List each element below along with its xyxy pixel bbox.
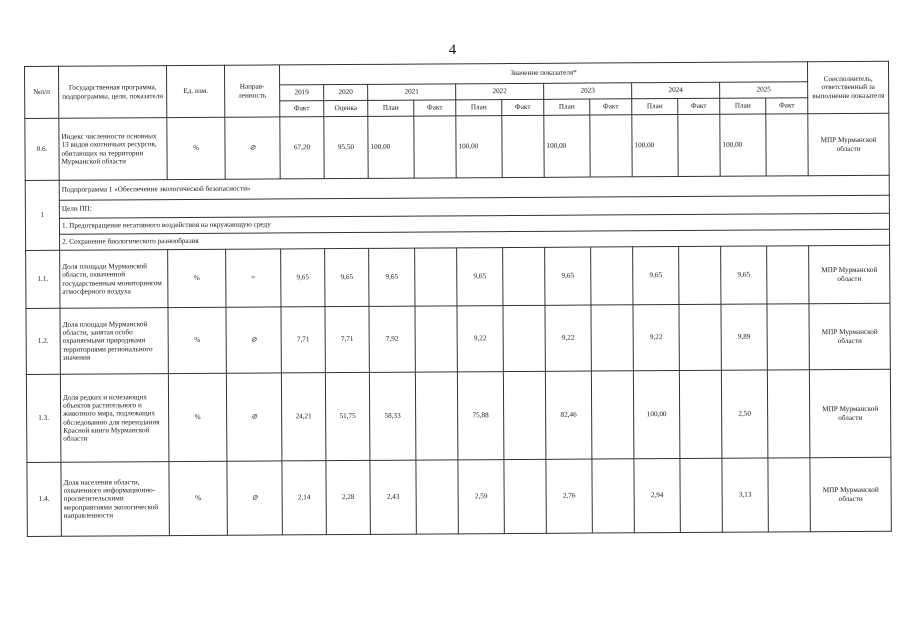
- value-cell: [767, 370, 810, 458]
- value-cell: 58,33: [369, 372, 416, 460]
- row-num: 1.4.: [27, 462, 61, 536]
- row-unit: %: [168, 373, 227, 461]
- row-name: Доля населения области, охваченного информационно-просветительскими мероприятиями экологической направленности: [61, 462, 169, 537]
- page-number: 4: [448, 42, 457, 58]
- row-unit: %: [168, 249, 226, 307]
- subhead-cell: Факт: [280, 101, 324, 117]
- year-cell: 2025: [720, 82, 808, 99]
- value-cell: 9,65: [721, 246, 767, 304]
- value-cell: 7,71: [281, 307, 325, 373]
- value-cell: [679, 304, 721, 370]
- header-indicator-values: Значение показателя*: [279, 62, 807, 85]
- year-cell: 2022: [456, 83, 544, 100]
- value-cell: [415, 248, 457, 306]
- row-executor: МПР Мурманской области: [809, 245, 890, 303]
- value-cell: [768, 458, 811, 532]
- row-unit: %: [168, 307, 226, 373]
- value-cell: 2,50: [721, 370, 768, 458]
- value-cell: [680, 458, 722, 532]
- value-cell: 100,00: [456, 116, 502, 178]
- row-num: 1.3.: [26, 374, 61, 462]
- value-cell: [767, 246, 809, 304]
- value-cell: 2,28: [326, 460, 370, 534]
- value-cell: 75,88: [457, 372, 504, 460]
- header-num: №п/п: [25, 66, 59, 118]
- row-executor: МПР Мурманской области: [808, 113, 889, 175]
- subhead-cell: План: [632, 99, 678, 115]
- year-cell: 2024: [632, 82, 720, 99]
- value-cell: [591, 371, 634, 459]
- subhead-cell: План: [368, 100, 414, 116]
- header-direction: Направ-ленность: [224, 65, 279, 117]
- row-name: Индекс численности основных 13 видов охотничьих ресурсов, обитающих на территории Мурманской области: [59, 118, 167, 181]
- value-cell: 82,46: [545, 371, 592, 459]
- subhead-cell: План: [720, 98, 766, 114]
- row-direction: ⊘: [227, 461, 282, 535]
- subhead-cell: Факт: [414, 100, 456, 116]
- value-cell: 51,75: [325, 372, 370, 460]
- value-cell: [678, 114, 720, 176]
- value-cell: 3,13: [722, 458, 768, 532]
- indicator-table: [24, 61, 892, 537]
- value-cell: 67,20: [280, 117, 324, 179]
- value-cell: 9,65: [457, 248, 503, 306]
- subhead-cell: Факт: [502, 99, 544, 115]
- value-cell: 9,65: [633, 247, 679, 305]
- value-cell: 95,50: [324, 116, 368, 178]
- value-cell: 9,65: [325, 248, 369, 306]
- value-cell: 100,00: [632, 115, 678, 177]
- value-cell: [591, 247, 633, 305]
- row-executor: МПР Мурманской области: [809, 303, 890, 369]
- value-cell: 2,14: [282, 461, 326, 535]
- value-cell: [504, 459, 546, 533]
- value-cell: 100,00: [368, 116, 414, 178]
- header-name: Государственная программа, подпрограммы, цели, показатели: [59, 66, 167, 119]
- row-num: 0.6.: [25, 118, 59, 180]
- header-executor: Соисполнитель, ответственный за выполнение показателя: [808, 61, 889, 113]
- row-direction: ⊘: [225, 117, 280, 179]
- value-cell: 9,22: [633, 305, 679, 371]
- value-cell: [414, 116, 456, 178]
- subhead-cell: План: [544, 99, 590, 115]
- row-direction: ⊘: [226, 307, 281, 373]
- value-cell: 9,22: [457, 306, 503, 372]
- value-cell: 2,94: [634, 459, 680, 533]
- value-cell: 100,00: [633, 371, 680, 459]
- value-cell: 7,92: [369, 306, 415, 372]
- value-cell: 9,22: [545, 305, 591, 371]
- value-cell: [415, 306, 457, 372]
- value-cell: 2,76: [546, 459, 592, 533]
- row-num: 1.1.: [26, 250, 60, 308]
- table-row-0-6: [25, 113, 889, 180]
- value-cell: 100,00: [544, 115, 590, 177]
- value-cell: [679, 246, 721, 304]
- row-direction: =: [226, 249, 281, 307]
- value-cell: 7,71: [325, 306, 369, 372]
- value-cell: [416, 460, 458, 534]
- row-name: Доля редких и исчезающих объектов растительного и животного мира, подлежащих обследованию для переиздания Красной книги Мурманской области: [60, 374, 169, 463]
- year-cell: 2023: [544, 83, 632, 100]
- year-cell: 2020: [324, 84, 368, 100]
- year-cell: 2021: [368, 84, 456, 101]
- indicator-table-sheet: [24, 61, 891, 552]
- table-row-1-4: [27, 457, 892, 536]
- value-cell: 2,43: [370, 460, 416, 534]
- subhead-cell: План: [456, 100, 502, 116]
- value-cell: [503, 247, 545, 305]
- value-cell: [766, 114, 808, 176]
- subhead-cell: Оценка: [324, 100, 368, 116]
- row-direction: ⊘: [226, 373, 282, 461]
- subprogram-title: Подпрограмма 1 «Обеспечение экологической безопасности»: [59, 175, 889, 200]
- row-num: 1.2.: [26, 308, 60, 374]
- value-cell: 9,65: [369, 248, 415, 306]
- subprogram-goals-label: Цели ПП:: [59, 195, 889, 218]
- value-cell: [590, 115, 632, 177]
- year-cell: 2019: [280, 85, 324, 101]
- row-executor: МПР Мурманской области: [809, 369, 891, 457]
- row-name: Доля площади Мурманской области, охваченной государственным мониторингом атмосферного воздуха: [60, 250, 168, 309]
- subprogram-goal-1: 1. Предотвращение негативного воздействия на окружающую среду: [59, 213, 889, 234]
- value-cell: [767, 304, 809, 370]
- table-row-1-2: [26, 303, 890, 374]
- value-cell: 9,89: [721, 304, 767, 370]
- value-cell: 100,00: [720, 114, 766, 176]
- row-name: Доля площади Мурманской области, занятая особо охраняемыми природными территориями регионального значения: [60, 308, 168, 375]
- value-cell: [503, 371, 546, 459]
- value-cell: 9,65: [545, 247, 591, 305]
- value-cell: 9,65: [281, 249, 325, 307]
- subhead-cell: Факт: [678, 98, 720, 114]
- value-cell: [591, 305, 633, 371]
- value-cell: 2,59: [458, 460, 504, 534]
- value-cell: 24,21: [281, 373, 326, 461]
- subhead-cell: Факт: [590, 99, 632, 115]
- value-cell: [502, 115, 544, 177]
- subhead-cell: Факт: [766, 98, 808, 114]
- value-cell: [592, 459, 634, 533]
- row-executor: МПР Мурманской области: [810, 457, 891, 531]
- subprogram-num: 1: [25, 180, 59, 250]
- subprogram-goal-2: 2. Сохранение биологического разнообразия: [60, 229, 890, 250]
- value-cell: [415, 372, 458, 460]
- value-cell: [503, 305, 545, 371]
- row-unit: %: [167, 117, 225, 179]
- table-row-1-3: [26, 369, 891, 462]
- value-cell: [679, 370, 722, 458]
- row-unit: %: [169, 461, 227, 535]
- table-row-1-1: [26, 245, 890, 308]
- header-unit: Ед. изм.: [167, 65, 225, 117]
